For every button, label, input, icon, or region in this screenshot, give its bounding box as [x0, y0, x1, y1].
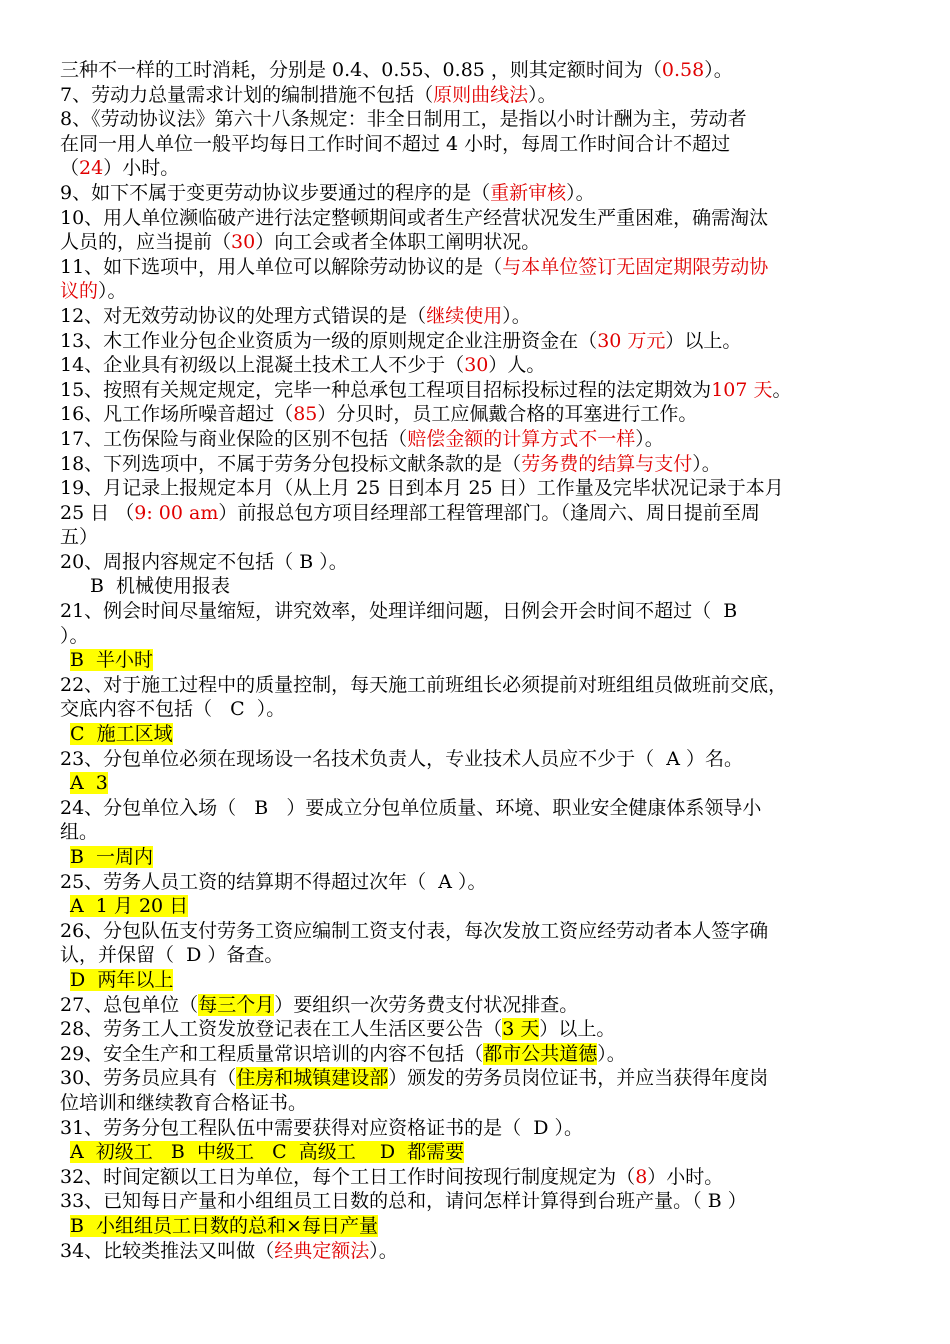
question-text: ）向工会或者全体职工阐明状况。 [255, 231, 541, 254]
text-line [60, 255, 906, 280]
answer-text: 9: 00 am [134, 501, 219, 524]
question-text: 34、比较类推法又叫做（ [60, 1239, 275, 1262]
question-text: 20、周报内容规定不包括（ B ）。 [60, 550, 348, 573]
question-text: ）要组织一次劳务费支付状况排查。 [274, 993, 579, 1016]
question-text: 交底内容不包括（ C ）。 [60, 698, 286, 721]
highlighted-answer: B 半小时 [70, 649, 154, 672]
text-line [60, 279, 906, 304]
text-line [60, 329, 906, 354]
text-line [60, 230, 906, 255]
highlighted-answer: A 初级工 B 中级工 C 高级工 D 都需要 [70, 1141, 465, 1164]
text-line [60, 181, 906, 206]
question-text: 7、劳动力总量需求计划的编制措施不包括（ [60, 83, 434, 106]
question-text: 22、对于施工过程中的质量控制，每天施工前班组长必须提前对班组组员做班前交底， [60, 673, 788, 696]
answer-text: 与本单位签订无固定期限劳动协 [502, 255, 769, 278]
question-text: 30、劳务员应具有（ [60, 1067, 237, 1090]
question-text: 26、分包队伍支付劳务工资应编制工资支付表，每次发放工资应经劳动者本人签字确 [60, 919, 769, 942]
highlighted-answer: A 1 月 20 日 [70, 895, 189, 918]
text-line [60, 1140, 906, 1165]
answer-text: 30 [464, 354, 489, 377]
question-text: ）以上。 [665, 329, 742, 352]
answer-text: 继续使用 [426, 304, 503, 327]
text-line [60, 599, 906, 624]
text-line [60, 1091, 906, 1116]
text-line [60, 771, 906, 796]
answer-text: 原则曲线法 [433, 83, 529, 106]
text-line [60, 501, 906, 526]
question-text: 在同一用人单位一般平均每日工作时间不超过 4 小时，每周工作时间合计不超过 [60, 132, 731, 155]
question-text: ）。 [60, 624, 89, 647]
question-text: ）小时。 [103, 157, 180, 180]
question-text: 组。 [60, 821, 99, 844]
text-line [60, 402, 906, 427]
text-line [60, 1066, 906, 1091]
question-text: ）以上。 [539, 1018, 616, 1041]
text-line [60, 1042, 906, 1067]
highlighted-answer: B 一周内 [70, 846, 154, 868]
text-line [60, 550, 906, 575]
highlighted-answer: D 两年以上 [70, 968, 174, 991]
question-text: ）。 [528, 83, 557, 106]
text-line [60, 673, 906, 698]
question-text: 13、木工作业分包企业资质为一级的原则规定企业注册资金在（ [60, 329, 598, 352]
answer-text: 107 天 [711, 378, 773, 401]
question-text: ）。 [597, 1042, 626, 1065]
question-text: 33、已知每日产量和小组组员工日数的总和，请问怎样计算得到台班产量。（ B ） [60, 1190, 747, 1213]
highlighted-answer: 都市公共道德 [483, 1042, 598, 1065]
question-text: 三种不一样的工时消耗，分别是 0.4、0.55、0.85 ，则其定额时间为（ [60, 59, 662, 81]
question-text: 14、企业具有初级以上混凝土技术工人不少于（ [60, 354, 465, 377]
question-text: 17、工伤保险与商业保险的区别不包括（ [60, 427, 408, 450]
question-text: 18、下列选项中，不属于劳务分包投标文献条款的是（ [60, 452, 522, 475]
highlighted-answer: 每三个月 [198, 993, 275, 1016]
question-text: 12、对无效劳动协议的处理方式错误的是（ [60, 304, 427, 327]
question-text: ）人。 [488, 354, 546, 377]
text-line [60, 353, 906, 378]
question-text: （ [60, 157, 80, 180]
text-line [60, 968, 906, 993]
question-text: 8、《劳动协议法》第六十八条规定：非全日制用工，是指以小时计酬为主，劳动者 [60, 108, 747, 131]
question-text: ）。 [566, 181, 595, 204]
question-text: ）。 [692, 452, 721, 475]
text-line [60, 1116, 906, 1141]
answer-text: 8 [635, 1165, 648, 1188]
question-text: ）。 [98, 280, 127, 303]
question-text: 28、劳务工人工资发放登记表在工人生活区要公告（ [60, 1018, 503, 1041]
answer-text: 0.58 [661, 59, 705, 81]
text-line [60, 697, 906, 722]
question-text: 32、时间定额以工日为单位，每个工日工作时间按现行制度规定为（ [60, 1165, 636, 1188]
answer-text: 劳务费的结算与支付 [521, 452, 693, 475]
question-text: 。 [772, 378, 792, 401]
text-line [60, 206, 906, 231]
text-line [60, 58, 906, 83]
question-text: ）颁发的劳务员岗位证书，并应当获得年度岗 [388, 1067, 769, 1090]
text-line [60, 574, 906, 599]
text-line [60, 132, 906, 157]
question-text: ）。 [502, 304, 531, 327]
answer-text: 85 [293, 403, 318, 426]
text-line [60, 304, 906, 329]
question-text: 9、如下不属于变更劳动协议步要通过的程序的是（ [60, 181, 491, 204]
question-text: ）前报总包方项目经理部工程管理部门。（逢周六、周日提前至周 [218, 501, 760, 524]
question-text: 16、凡工作场所噪音超过（ [60, 403, 294, 426]
question-text: 五） [60, 526, 99, 549]
text-line [60, 747, 906, 772]
question-text: 位培训和继续教育合格证书。 [60, 1091, 308, 1114]
text-line [60, 476, 906, 501]
text-line [60, 378, 906, 403]
highlighted-answer: 住房和城镇建设部 [236, 1067, 389, 1090]
text-line [60, 427, 906, 452]
question-text: 29、安全生产和工程质量常识培训的内容不包括（ [60, 1042, 484, 1065]
highlighted-answer: C 施工区域 [70, 723, 173, 746]
text-line [60, 919, 906, 944]
text-line [60, 796, 906, 821]
question-text: 27、总包单位（ [60, 993, 199, 1016]
answer-text: 30 [231, 231, 256, 254]
question-text: 24、分包单位入场（ B ）要成立分包单位质量、环境、职业安全健康体系领导小 [60, 796, 762, 819]
text-line [60, 648, 906, 673]
text-line [60, 156, 906, 181]
text-line [60, 83, 906, 108]
question-text: ）分贝时，员工应佩戴合格的耳塞进行工作。 [317, 403, 698, 426]
question-text: 21、例会时间尽量缩短，讲究效率，处理详细问题，日例会开会时间不超过（ B [60, 600, 738, 623]
question-text: 认，并保留（ D ）备查。 [60, 944, 284, 967]
text-line [60, 107, 906, 132]
text-line [60, 1239, 906, 1264]
answer-text: 30 万元 [597, 329, 666, 352]
text-line [60, 452, 906, 477]
question-text: 人员的，应当提前（ [60, 231, 232, 254]
text-line [60, 624, 906, 649]
text-line [60, 894, 906, 919]
highlighted-answer: 3 天 [502, 1018, 540, 1041]
answer-text: 议的 [60, 280, 99, 303]
answer-text: 重新审核 [490, 181, 567, 204]
question-text: 31、劳务分包工程队伍中需要获得对应资格证书的是（ D ）。 [60, 1116, 584, 1139]
question-text: 10、用人单位濒临破产进行法定整顿期间或者生产经营状况发生严重困难，确需淘汰 [60, 206, 769, 229]
answer-text: 经典定额法 [274, 1239, 370, 1262]
text-line [60, 525, 906, 550]
question-text: ）。 [369, 1239, 398, 1262]
text-line [60, 1165, 906, 1190]
question-text: ）。 [704, 59, 733, 81]
question-text: 19、月记录上报规定本月（从上月 25 日到本月 25 日）工作量及完毕状况记录于本月 [60, 477, 784, 500]
question-text: 23、分包单位必须在现场设一名技术负责人，专业技术人员应不少于（ A ）名。 [60, 747, 744, 770]
answer-text: 赔偿金额的计算方式不一样 [407, 427, 636, 450]
highlighted-answer: B 小组组员工日数的总和×每日产量 [70, 1214, 378, 1237]
text-line [60, 820, 906, 845]
text-line [60, 1017, 906, 1042]
question-text: 25 日 （ [60, 501, 135, 524]
question-text: ）小时。 [647, 1165, 724, 1188]
text-line [60, 943, 906, 968]
question-text: 15、按照有关规定规定，完毕一种总承包工程项目招标投标过程的法定期效为 [60, 378, 712, 401]
question-text: ）。 [635, 427, 664, 450]
question-text: B 机械使用报表 [90, 575, 231, 598]
text-line [60, 722, 906, 747]
answer-text: 24 [79, 157, 104, 180]
question-text: 25、劳务人员工资的结算期不得超过次年（ A ）。 [60, 870, 487, 893]
text-line [60, 1214, 906, 1239]
text-line [60, 845, 906, 870]
question-text: 11、如下选项中，用人单位可以解除劳动协议的是（ [60, 255, 503, 278]
highlighted-answer: A 3 [70, 772, 108, 795]
text-line [60, 870, 906, 895]
text-line [60, 993, 906, 1018]
text-line [60, 1189, 906, 1214]
